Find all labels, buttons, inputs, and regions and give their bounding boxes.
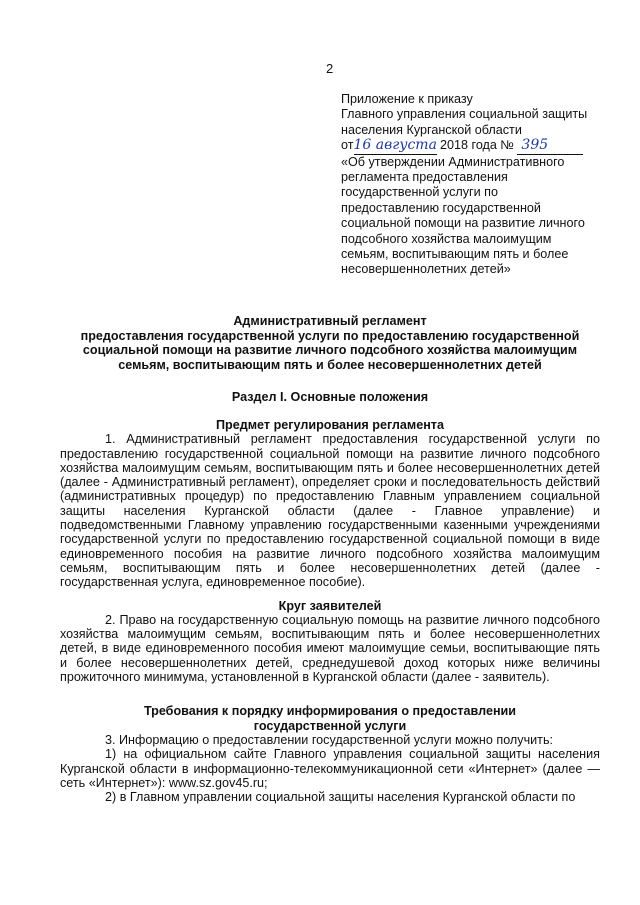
appendix-subject-line: регламента предоставления <box>341 170 508 185</box>
appendix-subject-line: семьям, воспитывающим пять и более <box>341 247 569 262</box>
appendix-line: Главного управления социальной защиты <box>341 107 588 122</box>
year-text: 2018 года № <box>440 138 514 153</box>
handwritten-number: 395 <box>517 138 583 154</box>
title-line: социальной помощи на развитие личного подсобного хозяйства малоимущим <box>82 343 578 358</box>
paragraph-3-item-1: 1) на официальном сайте Главного управления социальной защиты населения Курганской области в информационно-телекоммуникационной сети «Интернет» (далее — сеть «Интернет»): www.sz.gov45.ru; <box>60 747 600 790</box>
title-line: семьям, воспитывающим пять и более несовершеннолетних детей <box>118 357 542 372</box>
title-line: Административный регламент <box>233 314 427 328</box>
appendix-subject-line: предоставлению государственной <box>341 200 541 215</box>
appendix-subject-line: «Об утверждении Административного <box>341 154 565 169</box>
document-title <box>60 314 600 372</box>
document-body <box>60 418 600 804</box>
date-prefix: от <box>341 138 354 153</box>
appendix-line: населения Курганской области <box>341 122 522 137</box>
subject-heading: Предмет регулирования регламента <box>216 418 444 432</box>
paragraph-3-item-2: 2) в Главном управлении социальной защиты населения Курганской области по <box>105 790 576 805</box>
page-number: 2 <box>326 61 334 76</box>
info-heading-line1: Требования к порядку информирования о предоставлении <box>143 704 517 719</box>
paragraph-2: 2. Право на государственную социальную помощь на развитие личного подсобного хозяйства малоимущим семьям, воспитывающим пять и более несовершеннолетних детей, в виде единовременного пособия имеют малоимущие семьи, воспитывающие пять и более несовершеннолетних детей, среднедушевой доход которых ниже величины прожиточного минимума, установленной в Курганской области (далее - заявитель). <box>60 612 600 685</box>
appendix-block <box>341 92 611 278</box>
paragraph-1: 1. Административный регламент предоставления государственной услуги по предоставлению государственной социальной помощи на развитие личного подсобного хозяйства малоимущим семьям, воспитывающим пять и более несовершеннолетних детей (далее - Административный регламент), определяет сроки и последовательность действий (административных процедур) по предоставлению Главным управлением социальной защиты населения Курганской области (далее - Главное управление) и подведомственными Главному управлению государственными казенными учреждениями государственной услуги по предоставлению государственной социальной помощи в виде единовременного пособия на развитие личного подсобного хозяйства малоимущим семьям, воспитывающим пять и более несовершеннолетних детей (далее - государственная услуга, единовременное пособие). <box>60 432 600 590</box>
appendix-subject-line: государственной услуги по <box>341 185 498 200</box>
appendix-subject-line: подсобного хозяйства малоимущим <box>341 231 552 246</box>
applicants-heading: Круг заявителей <box>278 598 382 613</box>
appendix-line: Приложение к приказу <box>341 92 473 106</box>
appendix-subject-line: несовершеннолетних детей» <box>341 262 511 277</box>
appendix-subject-line: социальной помощи на развитие личного <box>341 216 585 231</box>
info-heading-line2: государственной услуги <box>253 718 407 733</box>
title-line: предоставления государственной услуги по предоставлению государственной <box>80 328 580 343</box>
handwritten-date: 16 августа <box>353 137 437 154</box>
paragraph-3: 3. Информацию о предоставлении государственной услуги можно получить: <box>105 732 554 747</box>
section-heading: Раздел I. Основные положения <box>231 390 429 404</box>
appendix-date-line <box>341 138 611 154</box>
